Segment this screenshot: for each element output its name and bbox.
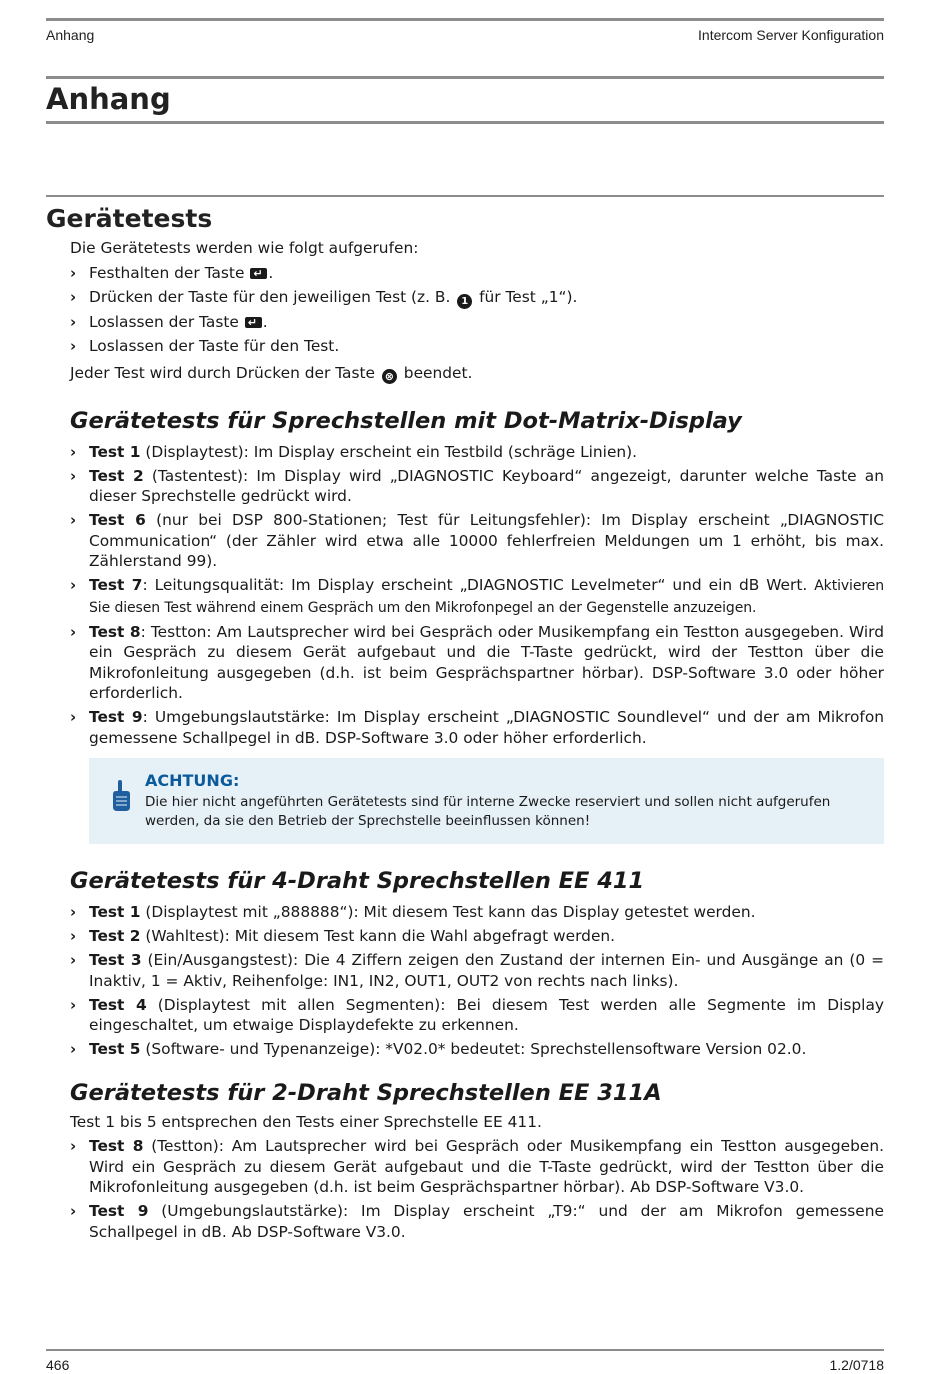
list-item: › Test 1 (Displaytest mit „888888“): Mit diesem Test kann das Display getestet werden.: [70, 903, 756, 921]
end-note: Jeder Test wird durch Drücken der Taste ⊗ beendet.: [70, 363, 473, 383]
header-document-title: Intercom Server Konfiguration: [698, 27, 884, 43]
chapter-heading: [46, 76, 884, 124]
page-header: [46, 18, 884, 43]
page-footer: [46, 1349, 884, 1373]
header-chapter: Anhang: [46, 27, 95, 43]
intro-text: Die Gerätetests werden wie folgt aufgerufen:: [70, 239, 419, 257]
four-wire-tests-list: [70, 902, 884, 1060]
list-item: › Festhalten der Taste ↵.: [70, 263, 884, 284]
list-item: › Test 5 (Software- und Typenanzeige): *V02.0* bedeutet: Sprechstellensoftware Version 02.0.: [70, 1040, 807, 1058]
arrow-icon: ›: [70, 927, 77, 945]
notice-title: ACHTUNG:: [145, 771, 240, 790]
subsection-title-2-wire: Gerätetests für 2-Draht Sprechstellen EE 311A: [70, 1079, 662, 1106]
list-item: › Test 6 (nur bei DSP 800-Stationen; Test für Leitungsfehler): Im Display erscheint „DIAGNOSTIC Communication“ (der Zähler wird etwa alle 10000 fehlerfreien Meldungen um 1 erhöht, bis max. Zählerstand 99).: [70, 511, 884, 570]
list-item: › Test 8 (Testton): Am Lautsprecher wird bei Gespräch oder Musikempfang ein Testton ausgegeben. Wird ein Gespräch zu diesem Gerät aufgebaut und die T-Taste gedrückt, wird der Testton über die Mikrofonleitung ausgegeben (d.h. ist beim Gesprächspartner hörbar). Ab DSP-Software V3.0.: [70, 1137, 885, 1196]
list-item: › Test 2 (Tastentest): Im Display wird „DIAGNOSTIC Keyboard“ angezeigt, darunter welche Taste an dieser Sprechstelle gedrückt wird.: [70, 466, 884, 505]
two-wire-intro: Test 1 bis 5 entsprechen den Tests einer Sprechstelle EE 411.: [70, 1112, 542, 1131]
page-number: 466: [46, 1357, 70, 1373]
cancel-key-icon: ⊗: [382, 369, 397, 384]
arrow-icon: ›: [70, 313, 77, 331]
arrow-icon: ›: [70, 263, 77, 282]
list-item: › Test 3 (Ein/Ausgangstest): Die 4 Ziffern zeigen den Zustand der internen Ein- und Ausgänge an (0 = Inaktiv, 1 = Aktiv, Reihenfolge: IN1, IN2, OUT1, OUT2 von rechts nach links).: [70, 951, 884, 990]
list-item: › Test 8: Testton: Am Lautsprecher wird bei Gespräch oder Musikempfang ein Testton ausgegeben. Wird ein Gespräch zu diesem Gerät aufgebaut und die T-Taste gedrückt, wird der Testton über die Mikrofonleitung ausgegeben (d.h. ist beim Gesprächspartner hörbar). DSP-Software 3.0 oder höher erforderlich.: [70, 622, 884, 702]
dot-matrix-tests-list: [70, 442, 884, 749]
section-heading: [46, 195, 884, 235]
section-content: [70, 238, 884, 1248]
arrow-icon: ›: [70, 622, 77, 641]
number-key-icon: 1: [457, 294, 472, 309]
arrow-icon: ›: [70, 337, 77, 355]
list-item: › Test 2 (Wahltest): Mit diesem Test kann die Wahl abgefragt werden.: [70, 927, 616, 945]
list-item: › Drücken der Taste für den jeweiligen Test (z. B. 1 für Test „1“).: [70, 287, 578, 307]
list-item: › Test 9: Umgebungslautstärke: Im Display erscheint „DIAGNOSTIC Soundlevel“ und der am Mikrofon gemessene Schallpegel in dB. DSP-Software 3.0 oder höher erforderlich.: [70, 708, 885, 747]
enter-key-icon: [245, 317, 262, 328]
list-item: › Loslassen der Taste für den Test.: [70, 337, 340, 355]
steps-list: [70, 263, 884, 357]
list-item: › Test 1 (Displaytest): Im Display erscheint ein Testbild (schräge Linien).: [70, 442, 638, 461]
arrow-icon: ›: [70, 1202, 77, 1220]
arrow-icon: ›: [70, 511, 77, 529]
subsection-title-dot-matrix: Gerätetests für Sprechstellen mit Dot-Matrix-Display: [70, 407, 742, 434]
subsection-title-4-wire: Gerätetests für 4-Draht Sprechstellen EE 411: [70, 868, 645, 894]
arrow-icon: ›: [70, 951, 77, 969]
pointing-hand-icon: [111, 780, 131, 812]
two-wire-tests-list: [70, 1136, 884, 1242]
arrow-icon: ›: [70, 442, 77, 461]
list-item: › Test 9 (Umgebungslautstärke): Im Display erscheint „T9:“ und der am Mikrofon gemessene Schallpegel in dB. Ab DSP-Software V3.0.: [70, 1202, 884, 1241]
arrow-icon: ›: [70, 708, 77, 726]
chapter-title: Anhang: [46, 82, 171, 116]
arrow-icon: ›: [70, 1040, 77, 1058]
arrow-icon: ›: [70, 576, 77, 594]
warning-notice: [89, 758, 884, 844]
list-item: › Test 4 (Displaytest mit allen Segmenten): Bei diesem Test werden alle Segmente im Display eingeschaltet, um etwaige Displaydefekte zu erkennen.: [70, 995, 884, 1034]
document-version: 1.2/0718: [829, 1357, 884, 1373]
list-item: › Test 7: Leitungsqualität: Im Display erscheint „DIAGNOSTIC Levelmeter“ und ein dB Wert. Aktivieren Sie diesen Test während einem Gespräch um den Mikrofonpegel an der Gegenstelle anzuzeigen.: [70, 576, 884, 616]
arrow-icon: ›: [70, 466, 77, 485]
enter-key-icon: [250, 268, 267, 279]
arrow-icon: ›: [70, 1137, 77, 1155]
arrow-icon: ›: [70, 287, 77, 306]
arrow-icon: ›: [70, 995, 77, 1014]
notice-body: Die hier nicht angeführten Gerätetests sind für interne Zwecke reserviert und sollen nicht aufgerufen werden, da sie den Betrieb der Sprechstelle beeinflussen können!: [145, 794, 831, 829]
arrow-icon: ›: [70, 903, 77, 921]
list-item: › Loslassen der Taste ↵.: [70, 312, 884, 333]
section-title: Gerätetests: [46, 204, 213, 233]
